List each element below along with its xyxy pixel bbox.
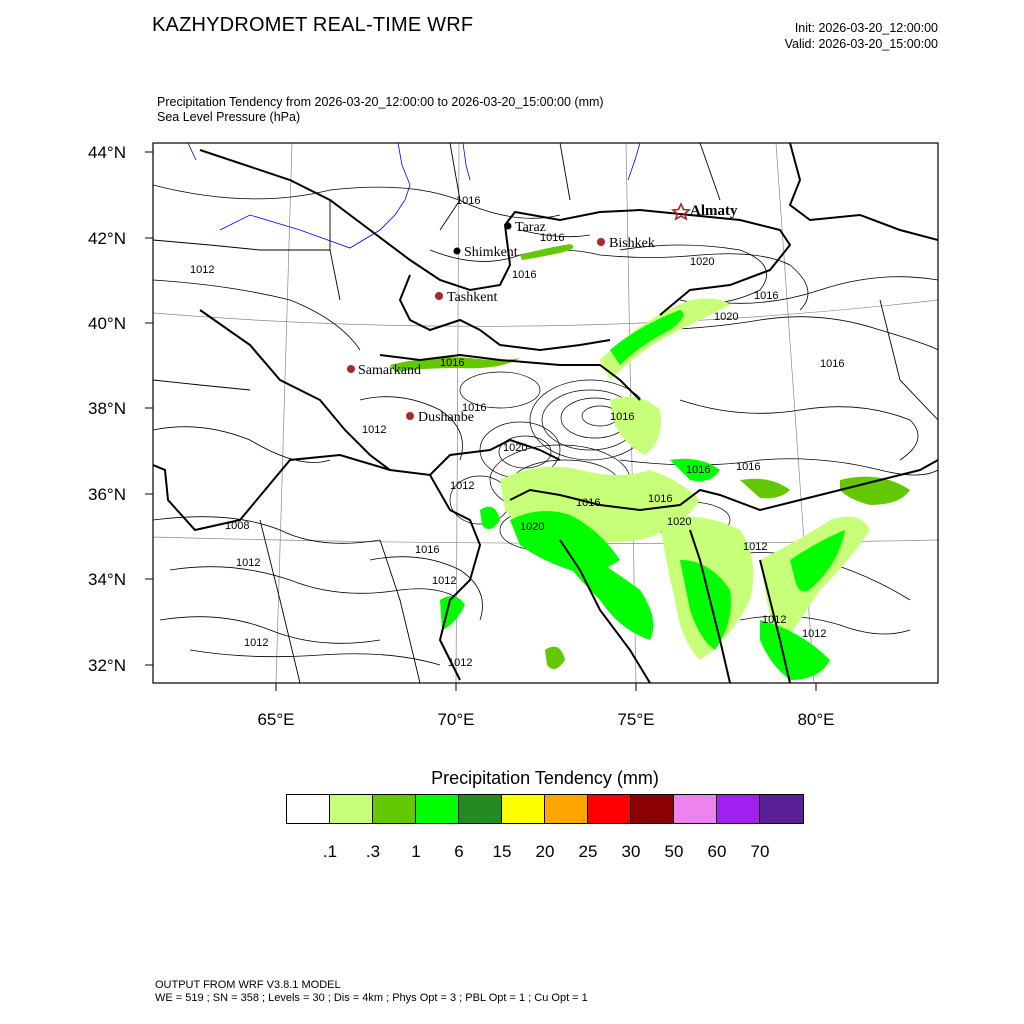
city-label: Taraz (515, 220, 546, 235)
isobar-label: 1012 (802, 628, 827, 640)
isobar-label: 1020 (714, 311, 739, 323)
city-marker (597, 238, 605, 246)
lon-label: 70°E (437, 710, 475, 729)
legend-ticks (0, 842, 1024, 864)
city-label: Almaty (690, 203, 738, 219)
legend-swatch (373, 795, 416, 823)
legend-swatch (330, 795, 373, 823)
precipitation (390, 244, 910, 680)
main-title: KAZHYDROMET REAL-TIME WRF (152, 14, 474, 36)
legend-swatch (459, 795, 502, 823)
legend-swatch (717, 795, 760, 823)
legend-tick-label: 60 (707, 842, 727, 861)
footer (155, 979, 588, 1005)
isobar-label: 1016 (576, 497, 601, 509)
legend-swatch (287, 795, 330, 823)
legend-swatch (502, 795, 545, 823)
lon-label: 80°E (797, 710, 835, 729)
legend-swatch (674, 795, 717, 823)
lon-label: 75°E (617, 710, 655, 729)
isobar-label: 1012 (190, 264, 215, 276)
city-dushanbe (406, 410, 474, 425)
isobar-label: 1012 (362, 424, 387, 436)
legend-tick-label: 70 (750, 842, 770, 861)
isobar-label: 1008 (225, 520, 250, 532)
legend-tick-label: 20 (535, 842, 555, 861)
city-label: Shimkent (464, 245, 518, 260)
lat-label: 36°N (88, 485, 126, 504)
isobar-label: 1012 (244, 637, 269, 649)
isobar-label: 1016 (736, 461, 761, 473)
model-info: OUTPUT FROM WRF V3.8.1 MODEL (155, 979, 341, 991)
isobar-label: 1016 (512, 269, 537, 281)
lat-label: 40°N (88, 314, 126, 333)
city-samarkand (347, 363, 421, 378)
isobar-label: 1012 (432, 575, 457, 587)
isobar-label: 1016 (648, 493, 673, 505)
pressure-description: Sea Level Pressure (hPa) (157, 110, 301, 124)
isobar-label: 1016 (456, 195, 481, 207)
legend-swatch (545, 795, 588, 823)
legend-tick-label: 30 (621, 842, 641, 861)
rivers (188, 143, 640, 248)
isobar-label: 1016 (754, 290, 779, 302)
isobar-label: 1016 (820, 358, 845, 370)
model-config: WE = 519 ; SN = 358 ; Levels = 30 ; Dis = 4km ; Phys Opt = 3 ; PBL Opt = 1 ; Cu Opt = 1 (155, 992, 588, 1004)
valid-time: Valid: 2026-03-20_15:00:00 (784, 37, 938, 51)
isobar-label: 1016 (610, 411, 635, 423)
legend-tick-label: 50 (664, 842, 684, 861)
city-taraz (505, 220, 546, 235)
isobar-label: 1016 (415, 544, 440, 556)
isobar-label: 1012 (762, 614, 787, 626)
isobar-label: 1012 (236, 557, 261, 569)
isobar-label: 1012 (450, 480, 475, 492)
lat-label: 38°N (88, 399, 126, 418)
isobar-label: 1016 (540, 232, 565, 244)
legend-tick-label: .3 (365, 842, 381, 861)
legend-title: Precipitation Tendency (mm) (431, 768, 659, 788)
legend-swatch (760, 795, 803, 823)
lat-label: 44°N (88, 143, 126, 162)
lon-label: 65°E (257, 710, 295, 729)
isobar-label: 1012 (448, 657, 473, 669)
city-almaty (673, 203, 738, 219)
isobar-label: 1016 (686, 464, 711, 476)
legend-swatch (416, 795, 459, 823)
isobars (153, 185, 938, 665)
isobar-label: 1020 (503, 442, 528, 454)
lat-label: 42°N (88, 229, 126, 248)
legend-tick-label: 15 (492, 842, 512, 861)
city-marker (435, 292, 443, 300)
field-description: Precipitation Tendency from 2026-03-20_12:00:00 to 2026-03-20_15:00:00 (mm) (157, 95, 604, 109)
legend-tick-label: 25 (578, 842, 598, 861)
legend-swatch (588, 795, 631, 823)
city-tashkent (435, 290, 497, 305)
isobar-label: 1016 (440, 357, 465, 369)
isobar-label: 1020 (667, 516, 692, 528)
lon-ticks (276, 683, 816, 691)
lat-ticks (145, 152, 153, 665)
city-marker (347, 365, 355, 373)
city-label: Bishkek (609, 236, 655, 251)
city-label: Tashkent (447, 290, 498, 305)
star-icon (673, 204, 689, 219)
city-marker (505, 223, 512, 230)
city-marker (406, 412, 414, 420)
city-marker (454, 248, 461, 255)
legend-tick-label: .1 (322, 842, 338, 861)
isobar-label: 1020 (520, 521, 545, 533)
legend-swatch (631, 795, 674, 823)
legend-tick-label: 6 (454, 842, 464, 861)
city-label: Samarkand (358, 363, 421, 378)
city-bishkek (597, 236, 655, 251)
isobar-label: 1020 (690, 256, 715, 268)
isobar-label: 1016 (462, 402, 487, 414)
legend-colorbar (286, 794, 804, 824)
city-label: Dushanbe (418, 410, 474, 425)
isobar-label: 1012 (743, 541, 768, 553)
city-shimkent (454, 245, 518, 260)
init-time: Init: 2026-03-20_12:00:00 (794, 21, 938, 35)
lat-label: 34°N (88, 570, 126, 589)
legend-tick-label: 1 (411, 842, 421, 861)
lat-label: 32°N (88, 656, 126, 675)
